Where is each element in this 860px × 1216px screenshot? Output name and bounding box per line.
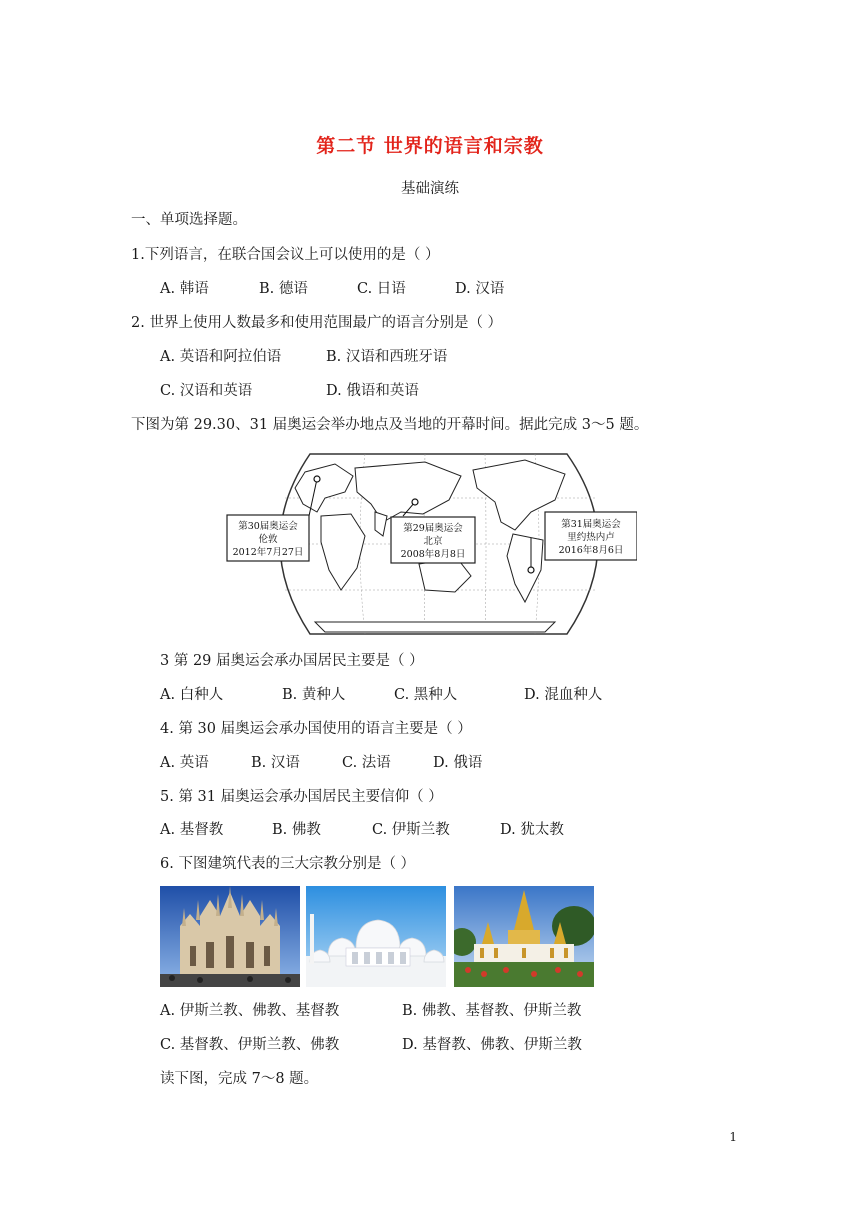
callout-rio-line2: 里约热内卢 [567,532,615,543]
question-1-option-a: A. 韩语 [160,281,209,297]
question-2-option-c: C. 汉语和英语 [160,383,253,399]
callout-london-line1: 第30届奥运会 [238,521,298,532]
question-3-stem: 3 第 29 届奥运会承办国居民主要是（ ） [160,653,424,669]
question-4-option-a: A. 英语 [160,755,209,771]
question-1-option-c: C. 日语 [357,281,406,297]
question-2-option-a: A. 英语和阿拉伯语 [160,349,282,365]
question-5-option-a: A. 基督教 [160,822,224,838]
question-2-option-d: D. 俄语和英语 [326,383,419,399]
world-map-figure [225,452,637,636]
question-5-option-c: C. 伊斯兰教 [372,822,450,838]
callout-rio-line1: 第31届奥运会 [561,519,621,530]
question-2-option-b: B. 汉语和西班牙语 [326,349,448,365]
question-1-option-b: B. 德语 [259,281,308,297]
question-3-option-b: B. 黄种人 [282,687,346,703]
question-2-stem: 2. 世界上使用人数最多和使用范围最广的语言分别是（ ） [131,315,503,331]
question-5-stem: 5. 第 31 届奥运会承办国居民主要信仰（ ） [160,789,443,805]
land-antarctica [315,622,555,632]
question-4-option-b: B. 汉语 [251,755,300,771]
question-6-option-a: A. 伊斯兰教、佛教、基督教 [160,1003,340,1019]
intro-questions-7-8: 读下图，完成 7～8 题。 [160,1071,319,1087]
question-5-option-d: D. 犹太教 [500,822,564,838]
question-4-option-c: C. 法语 [342,755,391,771]
callout-london-line2: 伦敦 [258,534,278,545]
rio-marker [528,567,534,573]
callout-beijing-line2: 北京 [423,536,443,547]
callout-beijing-line3: 2008年8月8日 [400,549,466,560]
question-1-option-d: D. 汉语 [455,281,505,297]
page-title: 第二节 世界的语言和宗教 [316,135,544,157]
section-heading: 一、单项选择题。 [131,212,247,228]
callout-beijing-line1: 第29届奥运会 [403,523,463,534]
question-3-option-c: C. 黑种人 [394,687,458,703]
question-5-option-b: B. 佛教 [272,822,321,838]
page-number: 1 [729,1130,737,1144]
callout-london-line3: 2012年7月27日 [232,547,304,558]
world-map-svg [225,452,637,636]
question-6-option-d: D. 基督教、佛教、伊斯兰教 [402,1037,582,1053]
photo-buddhist-pagoda [454,886,594,987]
question-6-option-c: C. 基督教、伊斯兰教、佛教 [160,1037,340,1053]
question-6-stem: 6. 下图建筑代表的三大宗教分别是（ ） [160,856,416,872]
question-3-option-a: A. 白种人 [160,687,224,703]
intro-questions-3-5: 下图为第 29.30、31 届奥运会举办地点及当地的开幕时间。据此完成 3～5 题。 [131,417,649,433]
london-marker [314,476,320,482]
question-3-option-d: D. 混血种人 [524,687,603,703]
beijing-marker [412,499,418,505]
question-4-stem: 4. 第 30 届奥运会承办国使用的语言主要是（ ） [160,721,472,737]
callout-rio-line3: 2016年8月6日 [558,545,624,556]
photo-gothic-cathedral [160,886,300,987]
question-6-option-b: B. 佛教、基督教、伊斯兰教 [402,1003,582,1019]
section-subtitle: 基础演练 [401,181,459,197]
question-1-stem: 1.下列语言，在联合国会议上可以使用的是（ ） [131,247,440,263]
photo-mosque [306,886,446,987]
question-4-option-d: D. 俄语 [433,755,483,771]
